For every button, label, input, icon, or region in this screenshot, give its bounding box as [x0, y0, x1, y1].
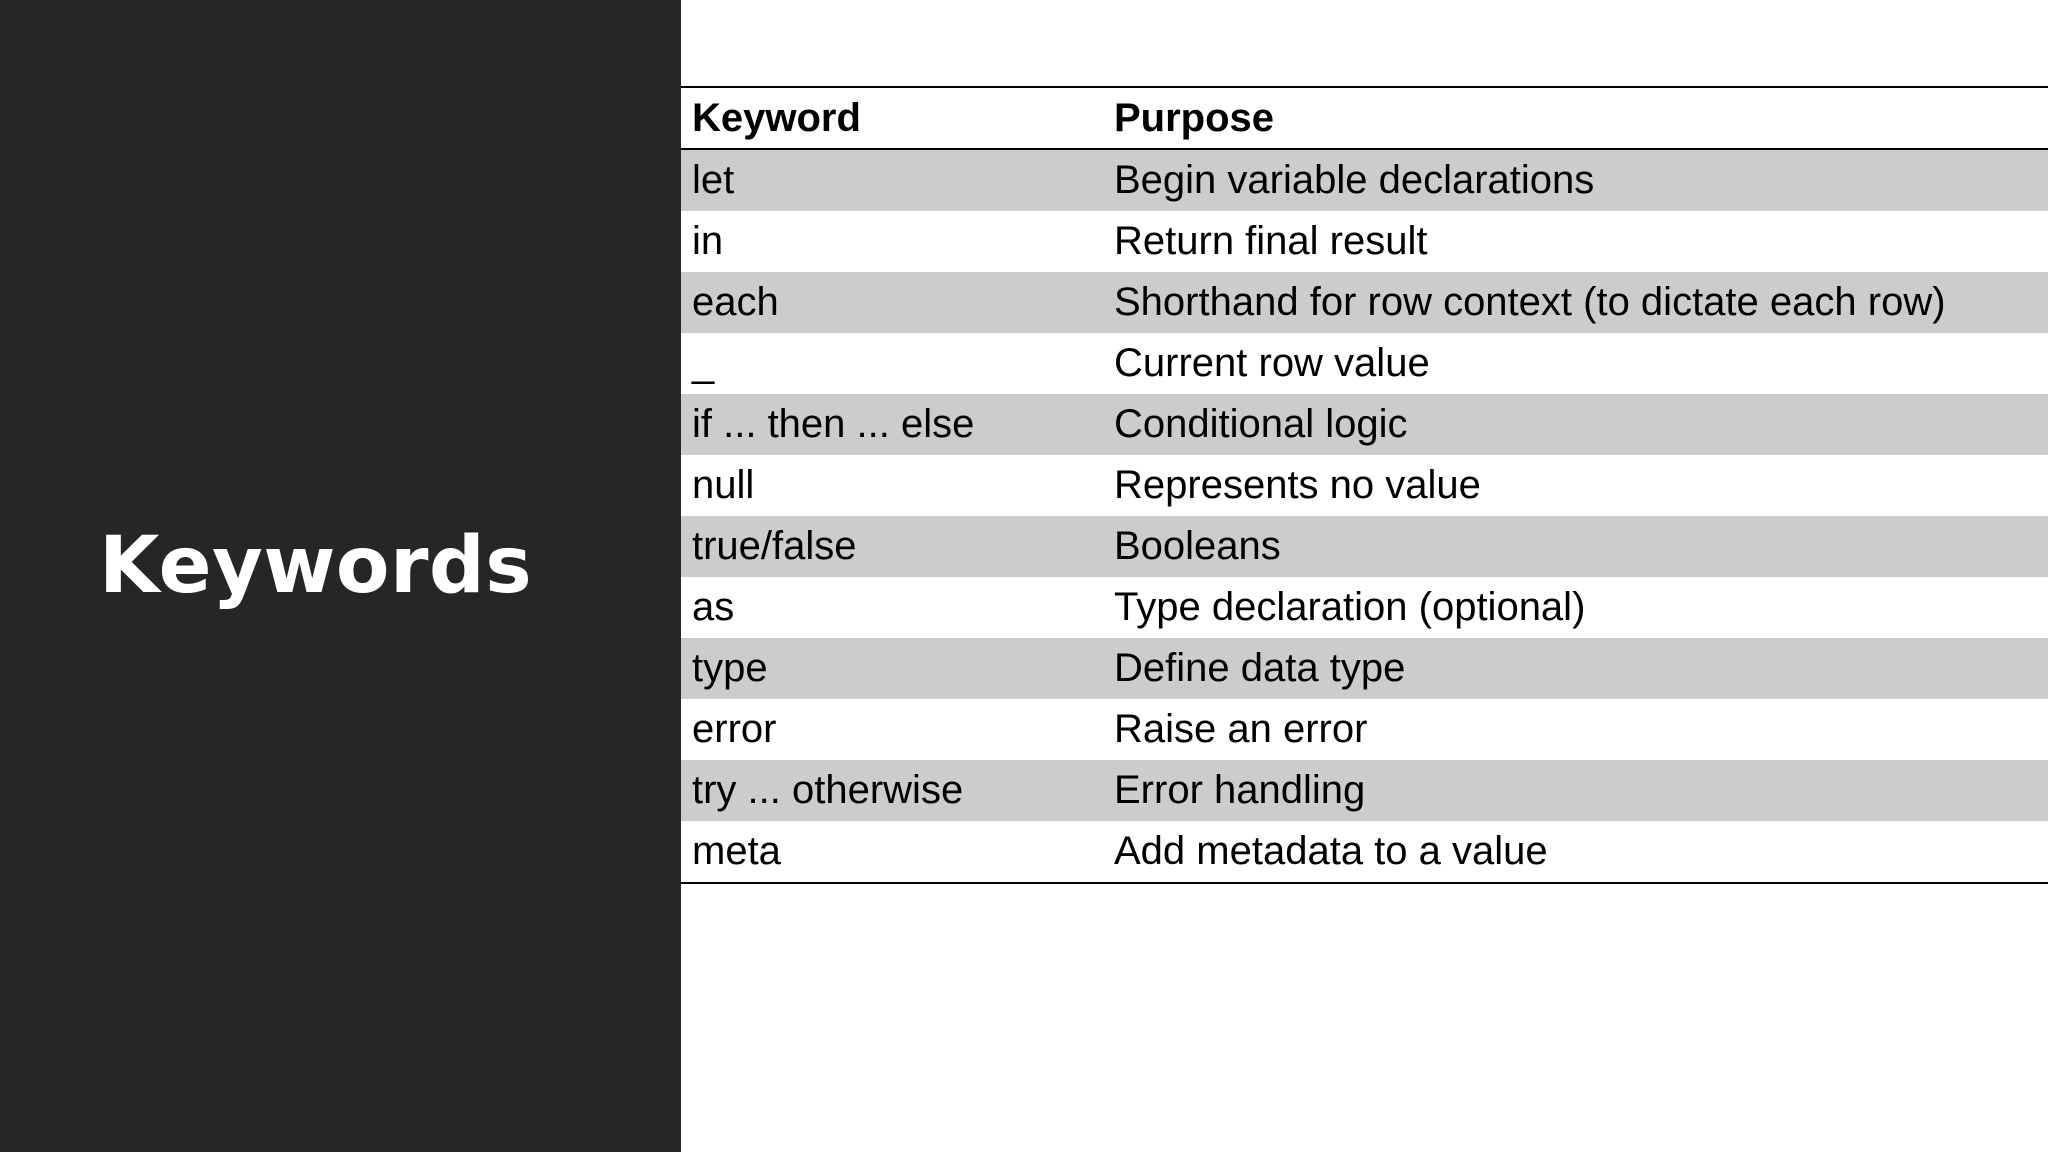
purpose-cell: Add metadata to a value — [1114, 829, 1548, 873]
purpose-cell: Type declaration (optional) — [1114, 585, 1586, 629]
keyword-cell: try ... otherwise — [692, 768, 964, 812]
table-row — [681, 516, 2048, 577]
purpose-cell: Define data type — [1114, 646, 1406, 690]
keyword-cell: if ... then ... else — [692, 402, 975, 446]
keyword-cell: error — [692, 707, 777, 751]
keyword-cell: true/false — [692, 524, 857, 568]
keyword-cell: meta — [692, 829, 781, 873]
table-row — [681, 699, 2048, 760]
purpose-cell: Shorthand for row context (to dictate each row) — [1114, 280, 1946, 324]
purpose-cell: Return final result — [1114, 219, 1428, 263]
keyword-cell: _ — [692, 341, 715, 385]
purpose-cell: Represents no value — [1114, 463, 1481, 507]
keyword-cell: each — [692, 280, 779, 324]
slide-title: Keywords — [99, 521, 533, 611]
purpose-cell: Conditional logic — [1114, 402, 1408, 446]
purpose-cell: Raise an error — [1114, 707, 1368, 751]
keyword-cell: null — [692, 463, 755, 507]
keyword-cell: as — [692, 585, 735, 629]
table-row — [681, 821, 2048, 883]
purpose-cell: Current row value — [1114, 341, 1430, 385]
table-row — [681, 211, 2048, 272]
purpose-cell: Error handling — [1114, 768, 1366, 812]
title-panel — [0, 0, 681, 1152]
table-row — [681, 149, 2048, 211]
keyword-cell: in — [692, 219, 724, 263]
keywords-table-container — [681, 86, 2048, 884]
header-keyword: Keyword — [692, 95, 861, 140]
keyword-cell: let — [692, 158, 735, 202]
table-row — [681, 760, 2048, 821]
keywords-table — [681, 86, 2048, 884]
table-row — [681, 455, 2048, 516]
table-row — [681, 272, 2048, 333]
table-row — [681, 577, 2048, 638]
table-row — [681, 394, 2048, 455]
table-header-row — [681, 87, 2048, 149]
header-purpose: Purpose — [1114, 95, 1275, 140]
table-row — [681, 333, 2048, 394]
purpose-cell: Booleans — [1114, 524, 1281, 568]
purpose-cell: Begin variable declarations — [1114, 158, 1595, 202]
keyword-cell: type — [692, 646, 768, 690]
table-row — [681, 638, 2048, 699]
